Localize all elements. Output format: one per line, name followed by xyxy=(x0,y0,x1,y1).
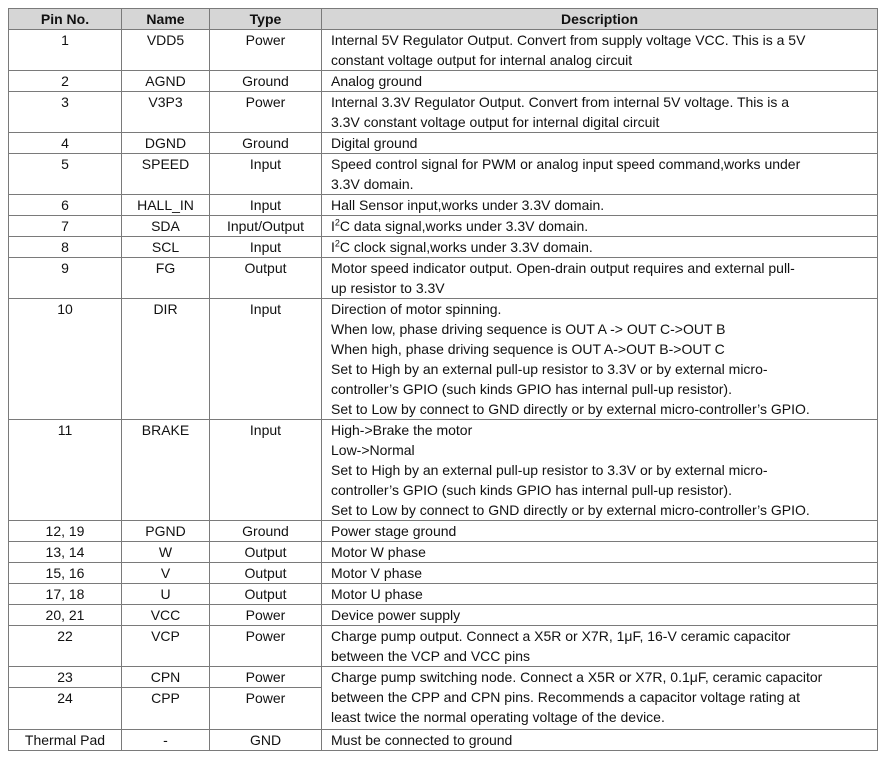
description-line: Analog ground xyxy=(331,73,423,89)
pin-number: 17, 18 xyxy=(9,584,122,605)
description-line: Digital ground xyxy=(331,135,418,151)
pin-number: 8 xyxy=(9,237,122,258)
description-line: Direction of motor spinning. xyxy=(331,301,502,317)
table-row xyxy=(9,667,878,688)
description-line: When low, phase driving sequence is OUT A -> OUT C->OUT B xyxy=(331,321,726,337)
pin-number: 12, 19 xyxy=(9,521,122,542)
description-line: Must be connected to ground xyxy=(331,732,513,748)
pin-type: Ground xyxy=(210,521,322,542)
i2c-rest: C clock signal,works under 3.3V domain. xyxy=(339,239,593,255)
pin-name: CPP xyxy=(122,688,210,730)
i2c-prefix: I xyxy=(331,239,335,255)
pin-number: 20, 21 xyxy=(9,605,122,626)
pin-name: VDD5 xyxy=(122,30,210,71)
description-line: Device power supply xyxy=(331,607,461,623)
description-line xyxy=(331,237,873,257)
pin-number: 24 xyxy=(9,688,122,730)
i2c-superscript: 2 xyxy=(334,217,340,228)
pin-description xyxy=(322,563,878,584)
pin-name: HALL_IN xyxy=(122,195,210,216)
pin-number: 13, 14 xyxy=(9,542,122,563)
pin-description xyxy=(322,154,878,195)
table-row xyxy=(9,154,878,195)
pin-description xyxy=(322,521,878,542)
pin-type: Power xyxy=(210,92,322,133)
pin-type: Power xyxy=(210,667,322,688)
pin-type: Ground xyxy=(210,71,322,92)
pin-name: VCP xyxy=(122,626,210,667)
pin-description xyxy=(322,420,878,521)
description-line: Motor speed indicator output. Open-drain output requires and external pull- xyxy=(331,260,795,276)
i2c-prefix: I xyxy=(331,218,335,234)
description-line: Charge pump output. Connect a X5R or X7R, 1μF, 16-V ceramic capacitor xyxy=(331,628,791,644)
pin-type: Output xyxy=(210,584,322,605)
description-line: between the CPP and CPN pins. Recommends a capacitor voltage rating at xyxy=(331,689,800,705)
pin-number: 6 xyxy=(9,195,122,216)
table-row xyxy=(9,299,878,420)
pin-description-table xyxy=(8,8,878,751)
pin-name: W xyxy=(122,542,210,563)
description-line: Set to High by an external pull-up resistor to 3.3V or by external micro- xyxy=(331,361,768,377)
pin-name: DGND xyxy=(122,133,210,154)
pin-name: VCC xyxy=(122,605,210,626)
pin-name: V xyxy=(122,563,210,584)
pin-description xyxy=(322,299,878,420)
i2c-superscript: 2 xyxy=(334,238,340,249)
pin-description xyxy=(322,626,878,667)
pin-number: 1 xyxy=(9,30,122,71)
pin-number: 10 xyxy=(9,299,122,420)
pin-type: GND xyxy=(210,730,322,751)
table-row xyxy=(9,237,878,258)
pin-description xyxy=(322,237,878,258)
description-line xyxy=(331,216,873,236)
table-header-row xyxy=(9,9,878,30)
pin-description xyxy=(322,730,878,751)
pin-description xyxy=(322,216,878,237)
pin-type: Input xyxy=(210,420,322,521)
pin-name: - xyxy=(122,730,210,751)
description-line: up resistor to 3.3V xyxy=(331,280,445,296)
description-line: 3.3V domain. xyxy=(331,176,414,192)
pin-number: Thermal Pad xyxy=(9,730,122,751)
pin-name: DIR xyxy=(122,299,210,420)
pin-number: 22 xyxy=(9,626,122,667)
pin-name: SDA xyxy=(122,216,210,237)
i2c-rest: C data signal,works under 3.3V domain. xyxy=(339,218,589,234)
pin-description xyxy=(322,195,878,216)
pin-number: 2 xyxy=(9,71,122,92)
table-row xyxy=(9,605,878,626)
pin-type: Power xyxy=(210,605,322,626)
description-line: When high, phase driving sequence is OUT A->OUT B->OUT C xyxy=(331,341,725,357)
description-line: Hall Sensor input,works under 3.3V domain. xyxy=(331,197,605,213)
description-line: Internal 5V Regulator Output. Convert from supply voltage VCC. This is a 5V xyxy=(331,32,806,48)
pin-description xyxy=(322,30,878,71)
table-row xyxy=(9,71,878,92)
table-row xyxy=(9,730,878,751)
table-row xyxy=(9,195,878,216)
description-line: Power stage ground xyxy=(331,523,457,539)
pin-name: BRAKE xyxy=(122,420,210,521)
header-description: Description xyxy=(322,9,878,30)
pin-name: AGND xyxy=(122,71,210,92)
pin-number: 5 xyxy=(9,154,122,195)
description-line: Motor U phase xyxy=(331,586,423,602)
pin-description xyxy=(322,258,878,299)
pin-description xyxy=(322,667,878,730)
pin-name: SCL xyxy=(122,237,210,258)
pin-number: 9 xyxy=(9,258,122,299)
description-line: constant voltage output for internal analog circuit xyxy=(331,52,633,68)
description-line: controller’s GPIO (such kinds GPIO has internal pull-up resistor). xyxy=(331,381,732,397)
table-row xyxy=(9,521,878,542)
table-row xyxy=(9,420,878,521)
pin-number: 23 xyxy=(9,667,122,688)
table-row xyxy=(9,584,878,605)
pin-type: Power xyxy=(210,30,322,71)
pin-number: 7 xyxy=(9,216,122,237)
table-row xyxy=(9,30,878,71)
pin-number: 15, 16 xyxy=(9,563,122,584)
pin-number: 3 xyxy=(9,92,122,133)
description-line: least twice the normal operating voltage of the device. xyxy=(331,709,665,725)
table-row xyxy=(9,542,878,563)
description-line: Set to Low by connect to GND directly or by external micro-controller’s GPIO. xyxy=(331,401,810,417)
description-line: Set to High by an external pull-up resistor to 3.3V or by external micro- xyxy=(331,462,768,478)
description-line: Internal 3.3V Regulator Output. Convert from internal 5V voltage. This is a xyxy=(331,94,790,110)
table-row xyxy=(9,563,878,584)
header-name: Name xyxy=(122,9,210,30)
pin-name: U xyxy=(122,584,210,605)
pin-name: PGND xyxy=(122,521,210,542)
table-row xyxy=(9,133,878,154)
pin-type: Ground xyxy=(210,133,322,154)
description-line: controller’s GPIO (such kinds GPIO has internal pull-up resistor). xyxy=(331,482,732,498)
pin-name: V3P3 xyxy=(122,92,210,133)
pin-type: Input xyxy=(210,299,322,420)
pin-name: CPN xyxy=(122,667,210,688)
description-line: Motor W phase xyxy=(331,544,426,560)
description-line: Charge pump switching node. Connect a X5R or X7R, 0.1μF, ceramic capacitor xyxy=(331,669,823,685)
table-row xyxy=(9,216,878,237)
pin-type: Power xyxy=(210,688,322,730)
description-line: High->Brake the motor xyxy=(331,422,473,438)
description-line: Speed control signal for PWM or analog input speed command,works under xyxy=(331,156,801,172)
pin-name: FG xyxy=(122,258,210,299)
pin-description xyxy=(322,584,878,605)
pin-description xyxy=(322,71,878,92)
pin-description xyxy=(322,92,878,133)
header-type: Type xyxy=(210,9,322,30)
table-row xyxy=(9,92,878,133)
pin-description xyxy=(322,605,878,626)
description-line: 3.3V constant voltage output for internal digital circuit xyxy=(331,114,660,130)
table-row xyxy=(9,626,878,667)
header-pin-no: Pin No. xyxy=(9,9,122,30)
pin-type: Power xyxy=(210,626,322,667)
description-line: Low->Normal xyxy=(331,442,415,458)
pin-type: Input xyxy=(210,195,322,216)
description-line: between the VCP and VCC pins xyxy=(331,648,530,664)
pin-type: Input xyxy=(210,237,322,258)
description-line: Motor V phase xyxy=(331,565,423,581)
pin-type: Output xyxy=(210,563,322,584)
pin-type: Output xyxy=(210,542,322,563)
pin-description xyxy=(322,542,878,563)
pin-number: 11 xyxy=(9,420,122,521)
pin-type: Input/Output xyxy=(210,216,322,237)
pin-type: Output xyxy=(210,258,322,299)
pin-description xyxy=(322,133,878,154)
pin-type: Input xyxy=(210,154,322,195)
table-row xyxy=(9,258,878,299)
description-line: Set to Low by connect to GND directly or by external micro-controller’s GPIO. xyxy=(331,502,810,518)
pin-number: 4 xyxy=(9,133,122,154)
pin-name: SPEED xyxy=(122,154,210,195)
